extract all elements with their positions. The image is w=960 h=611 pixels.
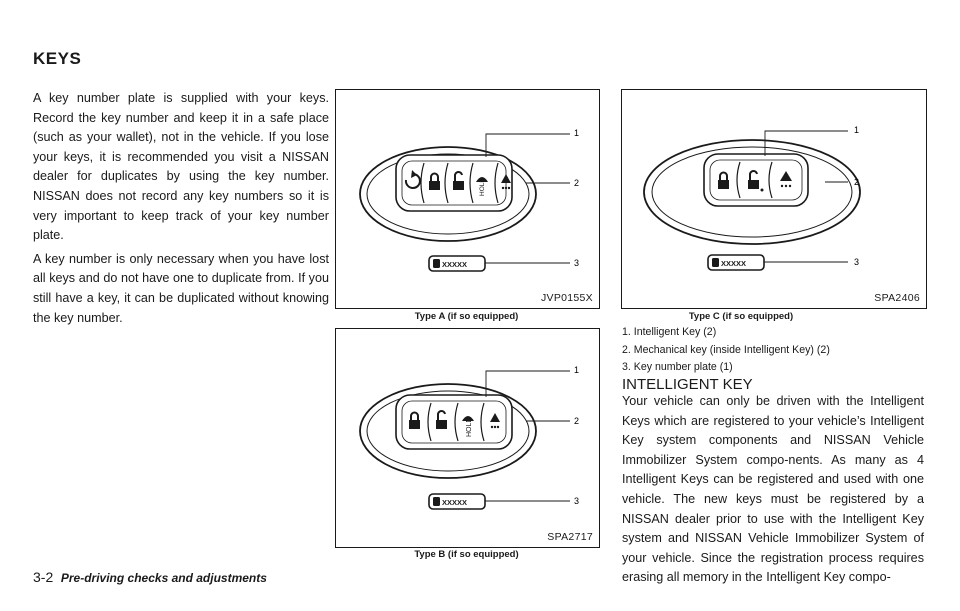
callout-2: 2: [854, 177, 860, 187]
key-fob-type-b-illustration: [336, 329, 599, 547]
figure-caption-a: Type A (if so equipped): [414, 311, 519, 322]
key-fob-type-a-illustration: [336, 90, 599, 308]
list-item: 3. Key number plate (1): [622, 361, 733, 374]
list-item: 1. Intelligent Key (2): [622, 326, 717, 338]
figure-code: SPA2406: [874, 292, 920, 304]
callout-3: 3: [574, 258, 580, 268]
figure-caption-c: Type C (if so equipped): [688, 311, 794, 322]
key-fob-type-c-illustration: [622, 90, 926, 308]
figure-type-a: [335, 89, 600, 309]
plate-number-text: XXXXX: [442, 498, 468, 507]
paragraph-key-number-plate: A key number plate is supplied with your keys. Record the key number and keep it in a safe place (such as your wallet), not in the vehicle. If you lose your keys, it is recommended you visit a NISSAN dealer for duplicates by using the key number. NISSAN does not record any key numbers so it is very important to keep track of your key number plate.: [33, 91, 329, 243]
hold-label: HOLD: [466, 417, 473, 437]
paragraph-key-number-usage: A key number is only necessary when you have lost all keys and do not have one to duplicate from. If you still have a key, it can be duplicated without knowing the key number.: [33, 251, 329, 325]
plate-number-text: XXXXX: [721, 259, 747, 268]
figure-code: SPA2717: [547, 531, 593, 543]
figure-type-b: [335, 328, 600, 548]
left-column-text: [33, 89, 329, 332]
legend-list: [622, 324, 922, 377]
paragraph-intelligent-key: Your vehicle can only be driven with the Intelligent Keys which are registered to your vehicle’s Intelligent Key system components and NISSAN Vehicle Immobilizer System compo-nents. As many as 4 Intelligent Keys can be registered and used with one vehicle. The new keys must be registered by a NISSAN dealer prior to use with the Intelligent Key system and NISSAN Vehicle Immobilizer System of your vehicle. Since the registration process requires erasing all memory in the Intelligent Key compo-: [622, 394, 924, 585]
hold-label: HOLD: [479, 177, 486, 196]
subheading-intelligent-key: INTELLIGENT KEY: [622, 376, 753, 393]
page-footer: [33, 569, 267, 585]
callout-2: 2: [574, 416, 580, 426]
callout-2: 2: [574, 178, 580, 188]
callout-1: 1: [574, 128, 580, 138]
section-title: Pre-driving checks and adjustments: [60, 571, 267, 585]
callout-3: 3: [574, 496, 580, 506]
page-number: 3-2: [33, 569, 54, 585]
list-item: 2. Mechanical key (inside Intelligent Key) (2): [622, 343, 830, 356]
callout-3: 3: [854, 257, 860, 267]
right-column-text: [622, 392, 924, 588]
figure-code: JVP0155X: [540, 292, 593, 304]
figure-type-c: [621, 89, 927, 309]
callout-1: 1: [854, 125, 860, 135]
figure-caption-b: Type B (if so equipped): [414, 549, 519, 560]
section-heading: KEYS: [33, 49, 82, 68]
plate-number-text: XXXXX: [442, 260, 468, 269]
callout-1: 1: [574, 365, 580, 375]
